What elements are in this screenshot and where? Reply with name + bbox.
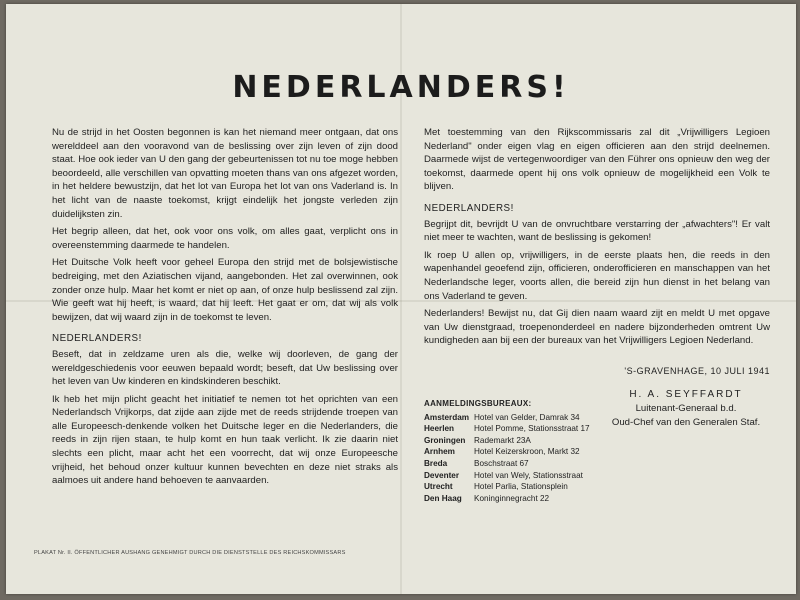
office-address: Hotel Pomme, Stationsstraat 17	[474, 424, 590, 434]
signer-rank: Luitenant-Generaal b.d.	[635, 403, 737, 414]
office-city: Utrecht	[424, 482, 453, 492]
office-address: Rademarkt 23A	[474, 435, 531, 445]
office-address: Hotel van Wely, Stationsstraat	[474, 470, 583, 480]
signer-name: H. A. SEYFFARDT	[629, 389, 743, 400]
office-city: Arnhem	[424, 447, 455, 457]
footer-note: PLAKAT Nr. II. ÖFFENTLICHER AUSHANG GENEHMIGT DURCH DIE DIENSTSTELLE DES REICHSKOMMISSARS	[34, 550, 346, 556]
signer-role: Oud-Chef van den Generalen Staf.	[611, 417, 761, 428]
office-city: Amsterdam	[424, 412, 470, 422]
left-column	[52, 126, 398, 492]
office-city: Heerlen	[424, 424, 455, 434]
office-address: Koninginnegracht 22	[474, 493, 550, 503]
list-item	[424, 470, 624, 482]
registration-heading: AANMELDINGSBUREAUX:	[424, 399, 532, 408]
list-item	[424, 446, 624, 458]
left-paragraph-3: Het Duitsche Volk heeft voor geheel Europa den strijd met de bolsjewistische bedreiging, met den Aziatischen vijand, aangebonden. Het zal overwinnen, ook zonder onze hulp. Maar het komt er niet op aan, of onze hulp beslissend zal zijn. Wie geeft wat hij heeft, is waard, dat hij leeft. Het gaat er om, dat wij als volk bewijzen, dat wij waard zijn in de toekomst te leven.	[52, 257, 398, 323]
right-paragraph-2: Begrijpt dit, bevrijdt U van de onvruchtbare verstarring der „afwachters"! Er valt niet meer te wachten, want de beslissing is gekomen!	[424, 218, 770, 244]
right-heading: NEDERLANDERS!	[424, 202, 514, 214]
list-item	[424, 412, 624, 424]
office-city: Groningen	[424, 435, 466, 445]
left-paragraph-2: Het begrip alleen, dat het, ook voor ons volk, om alles gaat, verplicht ons in overeenstemming daarmede te handelen.	[52, 226, 398, 251]
office-city: Den Haag	[424, 493, 462, 503]
office-city: Breda	[424, 458, 448, 468]
list-item	[424, 435, 624, 447]
left-paragraph-5: Ik heb het mijn plicht geacht het initiatief te nemen tot het oprichten van een Nederlandsch Vrijkorps, dat zijde aan zijde met de reeds strijdende troepen van alle Europeesch-denkende volken het Duitsche leger en die Nederlanders, die reeds in zijn rijen staan, te hulp komt en hun taak verlicht. Ik zie daarin niet slechts een plicht, maar acht het een voorrecht, dat wij onze Europeesche vrijheid, het behoud onzer kultuur kunnen bevechten en deze niet straks als aalmoes uit andere hand behoeven te aanvaarden.	[52, 393, 398, 487]
right-column	[424, 126, 770, 352]
list-item	[424, 493, 624, 505]
registration-offices	[424, 398, 624, 504]
left-paragraph-4: Beseft, dat in zeldzame uren als die, welke wij doorleven, de gang der wereldgeschiedenis voor eeuwen bepaald wordt; beseft, dat Uw beslissing over het leven van Uw kinderen en kindskinderen beschikt.	[52, 348, 398, 388]
left-heading: NEDERLANDERS!	[52, 333, 142, 345]
left-paragraph-1: Nu de strijd in het Oosten begonnen is kan het niemand meer ontgaan, dat ons werelddeel aan den vooravond van de beslissing over zijn leven of zijn dood staat. Hoe ook ieder van U den gang der gebeurtenissen tot nu toe moge hebben beoordeeld, alle verschillen van opvatting moeten thans van ons afgezet worden, in het heldere bewustzijn, dat het lot van Europa het lot van ons Vaderland is. In het licht van de naaste toekomst, krijgt eindelijk het jongste verleden zijn duidelijksten zin.	[52, 127, 398, 220]
list-item	[424, 423, 624, 435]
list-item	[424, 458, 624, 470]
right-paragraph-1: Met toestemming van den Rijkscommissaris zal dit „Vrijwilligers Legioen Nederland" onder eigen vlag en eigen officieren aan den strijd deelnemen. Daarmede wijst de vertegenwoordiger van den Führer ons opnieuw den weg der toekomst, daarmede opent hij ons volk opnieuw de mogelijkheid een Volk te blijven.	[424, 127, 770, 193]
office-address: Hotel Keizerskroon, Markt 32	[474, 447, 580, 457]
signature-block	[606, 388, 766, 430]
office-address: Hotel Parlia, Stationsplein	[474, 482, 568, 492]
poster-title: NEDERLANDERS!	[232, 70, 570, 105]
right-paragraph-4: Nederlanders! Bewijst nu, dat Gij dien naam waard zijt en meldt U met opgave van Uw dienstgraad, troepenonderdeel en nadere bijzonderheden omtrent Uw kundigheden aan bij een der bureaux van het Vrijwilligers Legioen Nederland.	[424, 308, 770, 347]
office-address: Boschstraat 67	[474, 458, 529, 468]
office-address: Hotel van Gelder, Damrak 34	[474, 412, 580, 422]
poster-sheet	[6, 4, 796, 594]
office-city: Deventer	[424, 470, 460, 480]
place-date: 'S-GRAVENHAGE, 10 JULI 1941	[624, 366, 770, 376]
right-paragraph-3: Ik roep U allen op, vrijwilligers, in de eerste plaats hen, die reeds in den wapenhandel geoefend zijn, officieren, onderofficieren en manschappen van het Nederlandsche leger, voorts allen, die bereid zijn hun dienst in het belang van ons Vaderland te geven.	[424, 249, 770, 302]
list-item	[424, 481, 624, 493]
